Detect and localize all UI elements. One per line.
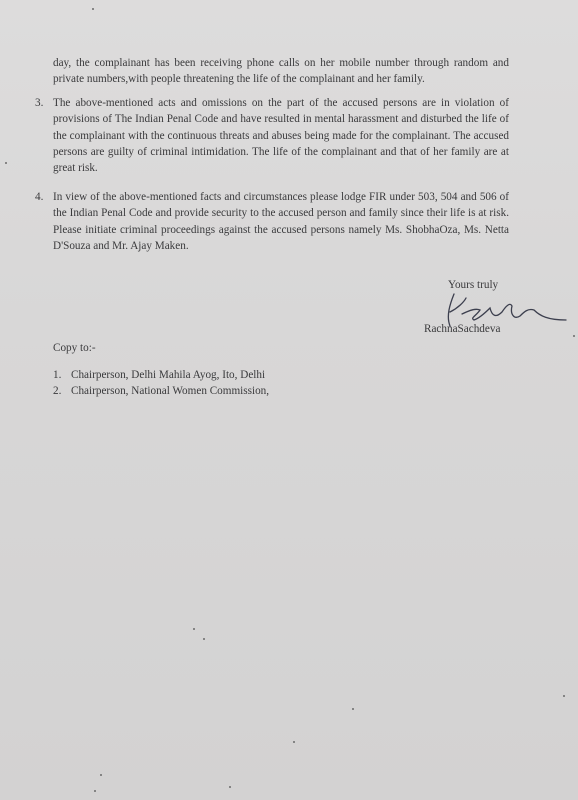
paper-speck — [573, 335, 575, 337]
paper-speck — [92, 8, 94, 10]
list-item-text: Chairperson, National Women Commission, — [71, 384, 270, 397]
paper-speck — [5, 162, 7, 164]
paper-speck — [293, 741, 295, 743]
paper-speck — [352, 708, 354, 710]
list-item — [53, 368, 269, 384]
paragraph-4-number: 4. — [35, 191, 44, 203]
list-item-number: 1. — [53, 369, 62, 381]
paragraph-continuation: day, the complainant has been receiving phone calls on her mobile number through random and private numbers,with people threatening the life of the complainant and her family. — [53, 57, 509, 86]
list-item — [53, 384, 269, 400]
copy-to-heading: Copy to:- — [53, 342, 96, 354]
paper-speck — [229, 786, 231, 788]
paper-speck — [563, 695, 565, 697]
paper-speck — [100, 774, 102, 776]
paragraph-4-text: In view of the above-mentioned facts and circumstances please lodge FIR under 503, 504 and 506 of the Indian Penal Code and provide security to the accused person and family since their life is at risk. Please initiate criminal proceedings against the accused persons namely Ms. ShobhaOza, Ms. Netta D'Souza and Mr. Ajay Maken. — [53, 191, 509, 252]
paper-speck — [203, 638, 205, 640]
copy-to-list — [53, 368, 269, 399]
closing-salutation: Yours truly — [448, 279, 499, 291]
paper-speck — [94, 790, 96, 792]
paragraph-3-text: The above-mentioned acts and omissions on the part of the accused persons are in violation of provisions of The Indian Penal Code and have resulted in mental harassment and disturbed the life of the complainant with the continuous threats and abuses being made for the complainant. The accused persons are guilty of criminal intimidation. The life of the complainant and that of her family are at great risk. — [53, 97, 509, 175]
paragraph-3-number: 3. — [35, 97, 44, 109]
signatory-name: RachnaSachdeva — [424, 323, 501, 335]
list-item-number: 2. — [53, 384, 62, 397]
paper-speck — [193, 628, 195, 630]
list-item-text: Chairperson, Delhi Mahila Ayog, Ito, Delhi — [71, 369, 266, 381]
